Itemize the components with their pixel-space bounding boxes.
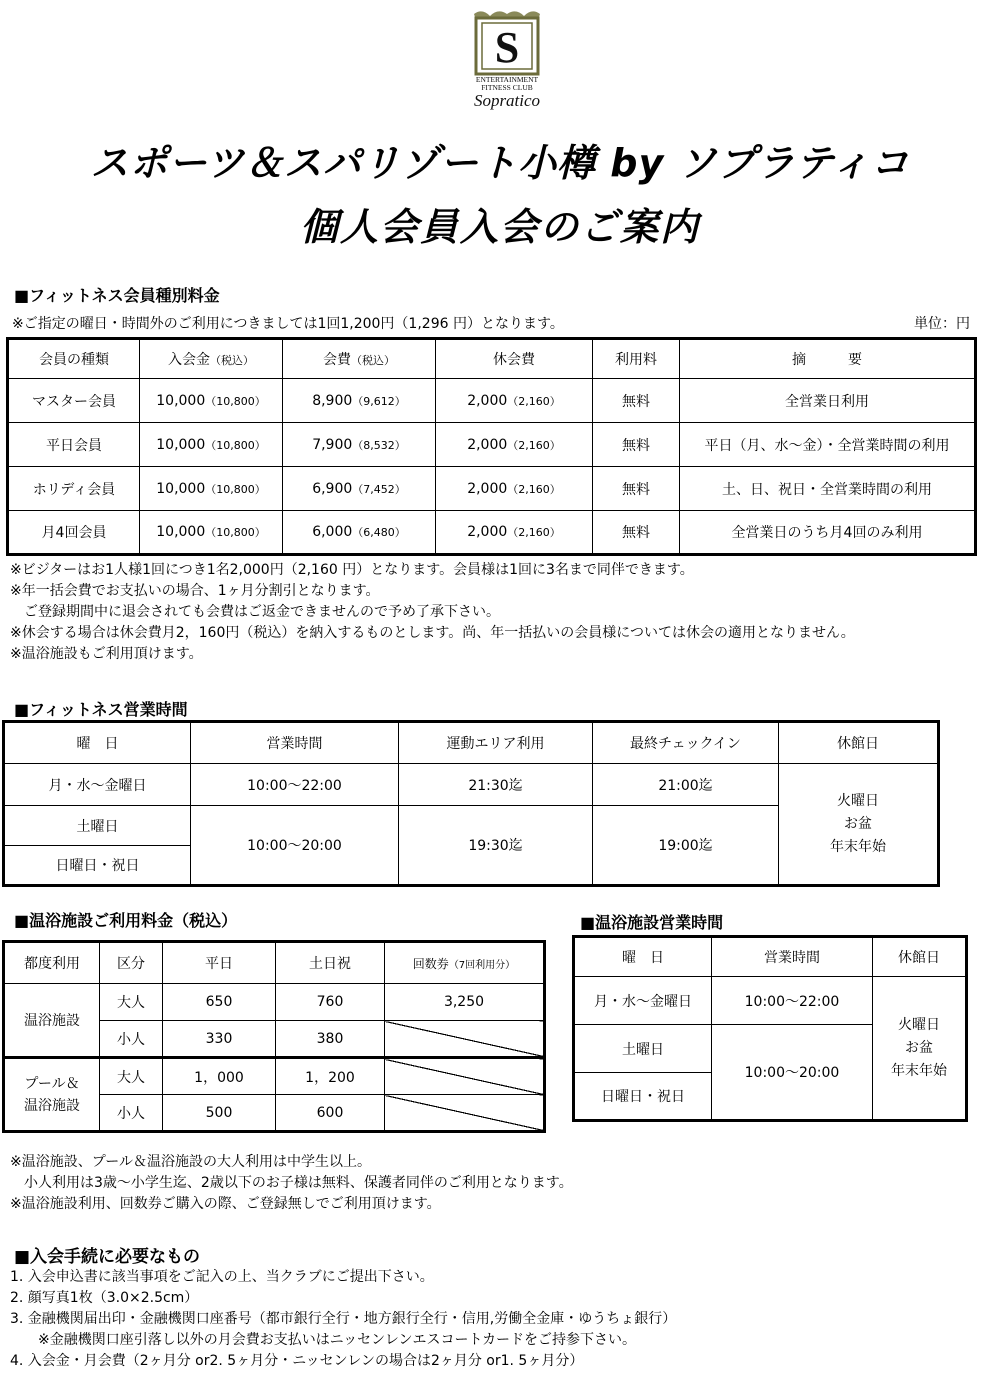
- page-title: スポーツ＆スパリゾート小樽 by ソプラティコ: [90, 141, 910, 185]
- cell: 無料: [593, 467, 680, 511]
- cell: 土、日、祝日・全営業時間の利用: [680, 467, 976, 511]
- hours-section-heading: ■フィットネス営業時間: [14, 700, 188, 719]
- cell: 600: [276, 1095, 385, 1132]
- unit-label: 単位：円: [914, 316, 970, 332]
- note-line: ※温浴施設もご利用頂けます。: [10, 646, 203, 662]
- cell: 小人: [100, 1095, 163, 1132]
- cell: 7,900（8,532）: [283, 423, 436, 467]
- col-header: 休館日: [873, 937, 967, 977]
- fee-section-heading: ■フィットネス会員種別料金: [14, 286, 220, 305]
- cell: 10,000（10,800）: [140, 511, 283, 555]
- cell: 10:00～22:00: [191, 764, 399, 806]
- empty-cell: [385, 1058, 545, 1095]
- fee-notes: [10, 560, 855, 665]
- cell: 日曜日・祝日: [4, 846, 191, 886]
- col-header: 会員の種類: [8, 339, 140, 379]
- cell: 21:30迄: [399, 764, 593, 806]
- cell: 10,000（10,800）: [140, 467, 283, 511]
- bath-hours-heading: ■温浴施設営業時間: [580, 913, 724, 932]
- col-header: 利用料: [593, 339, 680, 379]
- club-logo: [452, 6, 562, 110]
- empty-cell: [385, 1021, 545, 1058]
- col-header: 摘 要: [680, 339, 976, 379]
- requirements-heading: ■入会手続に必要なもの: [14, 1247, 201, 1267]
- table-row: [4, 764, 939, 806]
- cell: 3,250: [385, 984, 545, 1021]
- cell: 6,900（7,452）: [283, 467, 436, 511]
- cell: マスター会員: [8, 379, 140, 423]
- table-row: [8, 379, 976, 423]
- cell: 土曜日: [4, 806, 191, 846]
- col-header: 営業時間: [191, 722, 399, 764]
- list-item: 4. 入会金・月会費（2ヶ月分 or2. 5ヶ月分・ニッセンレンの場合は2ヶ月分 or1. 5ヶ月分）: [10, 1353, 584, 1369]
- cell: 380: [276, 1021, 385, 1058]
- bath-hours-table: [572, 935, 968, 1122]
- col-header: 運動エリア利用: [399, 722, 593, 764]
- cell: 8,900（9,612）: [283, 379, 436, 423]
- col-header: 都度利用: [4, 942, 100, 984]
- fee-note: ※ご指定の曜日・時間外のご利用につきましては1回1,200円（1,296 円）となります。: [12, 316, 564, 332]
- fee-table: [6, 337, 977, 556]
- cell: 2,000（2,160）: [436, 511, 593, 555]
- table-row: [8, 467, 976, 511]
- cell: 無料: [593, 379, 680, 423]
- svg-text:ENTERTAINMENT: ENTERTAINMENT: [475, 75, 539, 84]
- cell: 10,000（10,800）: [140, 379, 283, 423]
- col-header: 休会費: [436, 339, 593, 379]
- cell: 10:00～22:00: [712, 977, 873, 1025]
- list-item: 1. 入会申込書に該当事項をご記入の上、当クラブにご提出下さい。: [10, 1269, 434, 1285]
- cell: 月・水～金曜日: [574, 977, 712, 1025]
- empty-cell: [385, 1095, 545, 1132]
- cell: 全営業日のうち月4回のみ利用: [680, 511, 976, 555]
- cell: 月4回会員: [8, 511, 140, 555]
- cell: 500: [163, 1095, 276, 1132]
- note-line: ※温浴施設利用、回数券ご購入の際、ご登録無しでご利用頂けます。: [10, 1196, 441, 1212]
- cell: 760: [276, 984, 385, 1021]
- requirements-list: [10, 1267, 676, 1372]
- cell: 10,000（10,800）: [140, 423, 283, 467]
- cell: ホリディ会員: [8, 467, 140, 511]
- col-header: 営業時間: [712, 937, 873, 977]
- table-header-row: [4, 722, 939, 764]
- note-line: 小人利用は3歳～小学生迄、2歳以下のお子様は無料、保護者同伴のご利用となります。: [10, 1175, 573, 1191]
- cell: 大人: [100, 1058, 163, 1095]
- note-line: ※温浴施設、プール＆温浴施設の大人利用は中学生以上。: [10, 1154, 372, 1170]
- cell: 2,000（2,160）: [436, 467, 593, 511]
- table-header-row: [8, 339, 976, 379]
- table-row: [4, 1058, 545, 1095]
- col-header: 平日: [163, 942, 276, 984]
- cell: 大人: [100, 984, 163, 1021]
- list-item: 3. 金融機関届出印・金融機関口座番号（都市銀行全行・地方銀行全行・信用,労働全金庫・ゆうちょ銀行）: [10, 1311, 677, 1327]
- cell: 平日会員: [8, 423, 140, 467]
- table-row: [574, 977, 967, 1025]
- bath-fee-table: [2, 940, 546, 1133]
- col-header: 曜 日: [4, 722, 191, 764]
- cell: 10:00～20:00: [712, 1025, 873, 1121]
- closed-days-cell: 火曜日 お盆 年末年始: [873, 977, 967, 1121]
- cell: 330: [163, 1021, 276, 1058]
- cell: 全営業日利用: [680, 379, 976, 423]
- note-line: ※年一括会費でお支払いの場合、1ヶ月分割引となります。: [10, 583, 380, 599]
- table-row: [8, 511, 976, 555]
- col-header: 土日祝: [276, 942, 385, 984]
- cell: 2,000（2,160）: [436, 379, 593, 423]
- cell: 10:00～20:00: [191, 806, 399, 886]
- fitness-hours-table: [2, 720, 940, 887]
- closed-days-cell: 火曜日 お盆 年末年始: [779, 764, 939, 886]
- svg-text:Sopratico: Sopratico: [473, 91, 541, 110]
- cell: 月・水～金曜日: [4, 764, 191, 806]
- bath-fee-heading: ■温浴施設ご利用料金（税込）: [14, 911, 238, 930]
- cell: 2,000（2,160）: [436, 423, 593, 467]
- note-line: ※休会する場合は休会費月2，160円（税込）を納入するものとします。尚、年一括払いの会員様については休会の適用となりません。: [10, 625, 855, 641]
- cell: 1，000: [163, 1058, 276, 1095]
- col-header: 回数券（7回利用分）: [385, 942, 545, 984]
- cell: 温浴施設: [4, 984, 100, 1058]
- page-subtitle: 個人会員入会のご案内: [299, 205, 700, 249]
- cell: 19:30迄: [399, 806, 593, 886]
- svg-text:S: S: [494, 23, 520, 72]
- table-row: [4, 984, 545, 1021]
- table-header-row: [4, 942, 545, 984]
- cell: 日曜日・祝日: [574, 1073, 712, 1121]
- note-line: ※ビジターはお1人様1回につき1名2,000円（2,160 円）となります。会員様は1回に3名まで同伴できます。: [10, 562, 694, 578]
- cell: 19:00迄: [593, 806, 779, 886]
- col-header: 入会金（税込）: [140, 339, 283, 379]
- list-item: 2. 顔写真1枚（3.0×2.5cm）: [10, 1290, 199, 1306]
- cell: 650: [163, 984, 276, 1021]
- col-header: 会費（税込）: [283, 339, 436, 379]
- cell: 6,000（6,480）: [283, 511, 436, 555]
- col-header: 区分: [100, 942, 163, 984]
- cell: 土曜日: [574, 1025, 712, 1073]
- bath-notes: [10, 1152, 573, 1215]
- cell: 平日（月、水～金）・全営業時間の利用: [680, 423, 976, 467]
- cell: 無料: [593, 511, 680, 555]
- col-header: 最終チェックイン: [593, 722, 779, 764]
- table-header-row: [574, 937, 967, 977]
- col-header: 休館日: [779, 722, 939, 764]
- svg-text:FITNESS CLUB: FITNESS CLUB: [481, 83, 533, 92]
- cell: 1，200: [276, 1058, 385, 1095]
- cell: 無料: [593, 423, 680, 467]
- col-header: 曜 日: [574, 937, 712, 977]
- cell: 21:00迄: [593, 764, 779, 806]
- table-row: [8, 423, 976, 467]
- list-item: ※金融機関口座引落し以外の月会費お支払いはニッセンレンエスコートカードをご持参下さい。: [10, 1332, 637, 1348]
- note-line: ご登録期間中に退会されても会費はご返金できませんので予め了承下さい。: [10, 604, 500, 620]
- cell: プール＆ 温浴施設: [4, 1058, 100, 1132]
- cell: 小人: [100, 1021, 163, 1058]
